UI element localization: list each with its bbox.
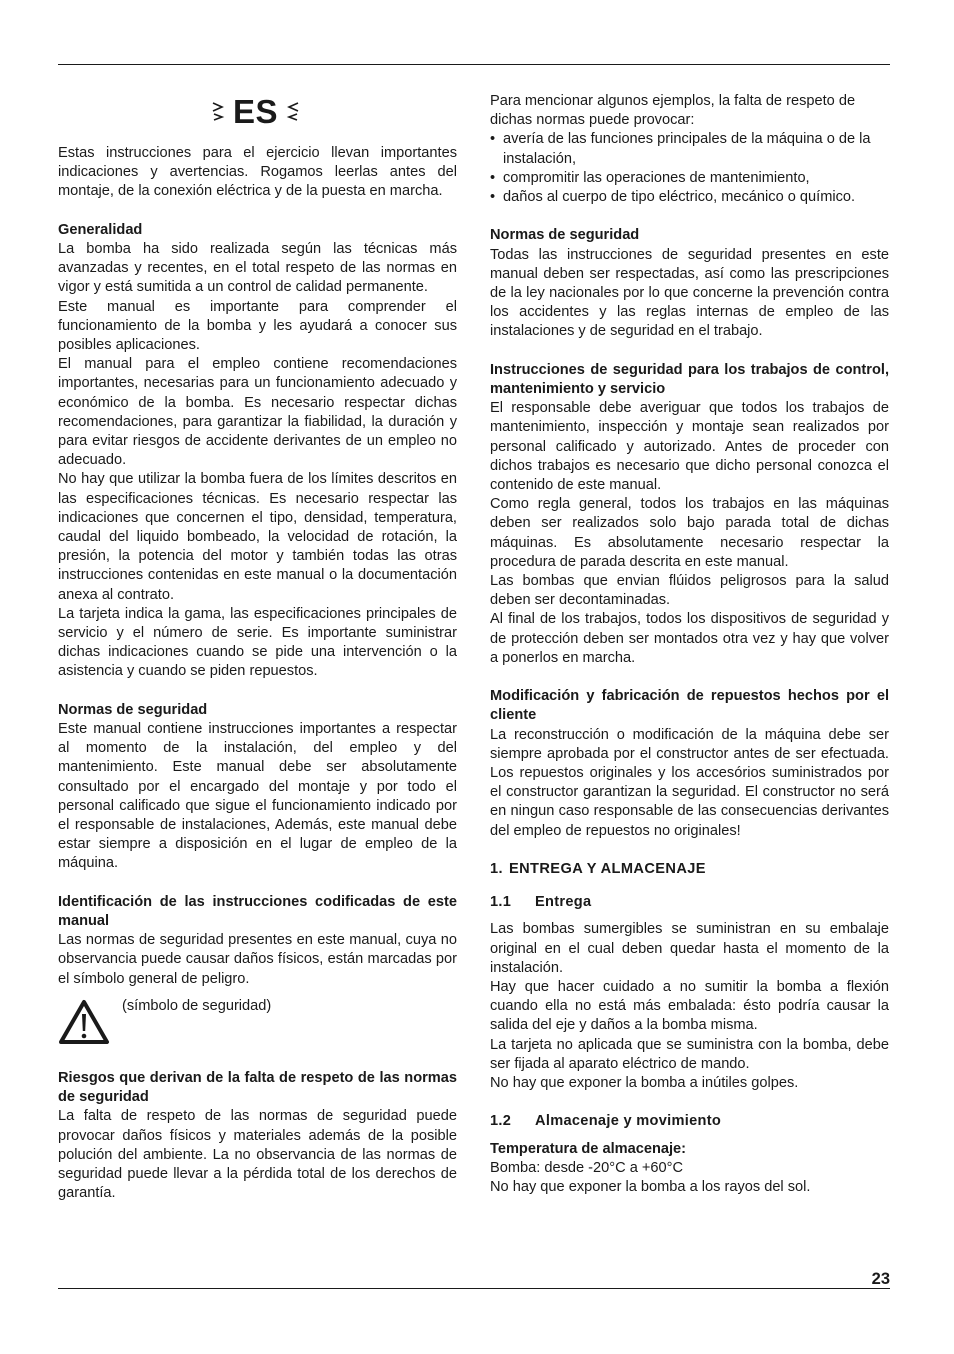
paragraph: La falta de respeto de las normas de seguridad puede provocar daños físicos y materiales además de la posible polución del ambiente. La no observancia de las normas de seguridad puede llevar a la pérdida total de los derechos de garantía. — [58, 1108, 457, 1202]
language-code: ES — [232, 93, 279, 130]
list-item: • daños al cuerpo de tipo eléctrico, mecánico o químico. — [490, 188, 889, 207]
section-heading: Generalidad — [58, 221, 143, 238]
paragraph: Las bombas sumergibles se suministran en su embalaje original en el cual deben quedar hasta el momento de la instalación. — [490, 921, 889, 976]
paragraph: La bomba ha sido realizada según las técnicas más avanzadas y recentes, en el total respeto de las normas en vigor y está sumitida a un control de calidad permanente. — [58, 241, 457, 296]
left-column — [58, 92, 457, 1203]
chapter-number: 1. — [490, 861, 503, 878]
list-item: • compromitir las operaciones de mantenimiento, — [490, 169, 889, 188]
section-modificacion — [490, 687, 889, 841]
paragraph: No hay que exponer la bomba a inútiles golpes. — [490, 1075, 799, 1092]
section-heading: Instrucciones de seguridad para los trabajos de control, mantenimiento y servicio — [490, 361, 889, 398]
section-ejemplos — [490, 92, 889, 207]
section-entrega — [490, 920, 889, 1093]
intro-paragraph: Estas instrucciones para el ejercicio llevan importantes indicaciones y avertencias. Rogamos leerlas antes del montaje, de la conexión eléctrica y de la puesta en marcha. — [58, 145, 457, 200]
section-normas-seguridad — [58, 701, 457, 874]
warning-triangle-icon — [58, 999, 110, 1045]
section-almacenaje — [490, 1140, 889, 1198]
paragraph: No hay que utilizar la bomba fuera de los límites descritos en las especificaciones técnicas. Es necesario respectar las indicaciones que concernen el tipo, densidad, temperatura, caudal del liquido bombeado, la velocidad de rotación, la presión, la potencia del motor y también todas las otras instrucciones contenidas en este manual o la documentación anexa al contrato. — [58, 471, 457, 603]
section-identificacion — [58, 893, 457, 1045]
section-generalidad — [58, 221, 457, 682]
paragraph: Todas las instrucciones de seguridad presentes en este manual deben ser respectadas, así como las prescripciones de la ley nacionales por lo que concerne la prevención contra los accidentes y las reglas internas de empleo de las instalaciones y de seguridad en el trabajo. — [490, 246, 889, 340]
paragraph: Las bombas que envian flúidos peligrosos para la salud deben ser decontaminadas. — [490, 573, 889, 609]
section-instrucciones — [490, 361, 889, 668]
section-riesgos — [58, 1069, 457, 1203]
paragraph: Este manual es importante para comprender el funcionamiento de la bomba y les ayudará a conocer sus posibles aplicaciones. — [58, 298, 457, 354]
safety-symbol-caption: (símbolo de seguridad) — [122, 997, 272, 1014]
subsection-number: 1.1 — [490, 894, 512, 911]
safety-symbol-row — [58, 995, 457, 1045]
right-chevron-icon — [286, 100, 300, 124]
paragraph: No hay que exponer la bomba a los rayos del sol. — [490, 1179, 811, 1196]
page-number: 23 — [871, 1270, 890, 1288]
section-normas-seguridad-2 — [490, 226, 889, 341]
section-heading: Identificación de las instrucciones codificadas de este manual — [58, 893, 457, 930]
top-rule — [58, 64, 890, 65]
bottom-rule — [58, 1288, 890, 1289]
paragraph: El responsable debe averiguar que todos los trabajos de mantenimiento, inspección y montaje sean realizados por personal calificado y autorizado. Antes de proceder con dichos trabajos es necesario que dicho personal conozca el contenido de este manual. — [490, 400, 889, 494]
paragraph: Este manual contiene instrucciones importantes a respectar al momento de la instalación, del empleo y del mantenimiento. Este manual debe ser absolutamente consultado por el encargado del montaje y por todo el personal calificado que sigue el funcionamiento indicado por el responsable de instalaciones, Además, este manual debe estar siempre a disposición en el lugar de empleo de la máquina. — [58, 721, 457, 872]
section-heading: Temperatura de almacenaje: — [490, 1140, 687, 1157]
right-column — [490, 92, 889, 1197]
subsection-number: 1.2 — [490, 1113, 512, 1130]
section-heading: Normas de seguridad — [490, 227, 640, 244]
subsection-heading — [490, 1112, 889, 1131]
paragraph: Bomba: desde -20°C a +60°C — [490, 1159, 683, 1176]
chapter-heading — [490, 860, 889, 879]
paragraph: Al final de los trabajos, todos los dispositivos de seguridad y de protección deben ser montados otra vez y hay que volver a ponerlos en marcha. — [490, 611, 889, 666]
left-chevron-icon — [211, 100, 225, 124]
section-heading: Normas de seguridad — [58, 701, 208, 718]
examples-list — [490, 130, 889, 207]
paragraph: Como regla general, todos los trabajos en las máquinas deben ser realizados solo bajo parada total de dichas máquinas. Es absolutamente necesario respectar la procedura de parada descrita en este manual. — [490, 496, 889, 570]
list-item: • avería de las funciones principales de la máquina o de la instalación, — [490, 130, 889, 168]
paragraph: La tarjeta no aplicada que se suministra con la bomba, debe ser fijada al aparato eléctrico de mando. — [490, 1036, 889, 1072]
paragraph: Hay que hacer cuidado a no sumitir la bomba a flexión cuando ella no está más embalada: ésto podría causar la salida del eje y daños a la bomba misma. — [490, 979, 889, 1034]
chapter-title: ENTREGA Y ALMACENAJE — [508, 861, 706, 878]
paragraph: Las normas de seguridad presentes en este manual, cuya no observancia puede causar daños físicos, están marcadas por el símbolo general de peligro. — [58, 932, 457, 987]
subsection-heading — [490, 893, 889, 912]
subsection-title: Entrega — [535, 894, 592, 911]
paragraph: Para mencionar algunos ejemplos, la falta de respeto de dichas normas puede provocar: — [490, 93, 856, 129]
paragraph: El manual para el empleo contiene recomendaciones importantes, necesarias para un funcionamiento adecuado y económico de la bomba. Es necesario respectar dichas recomendaciones, para garantizar la fiabilidad, la duración y para evitar riesgos de accidente derivantes de un empleo no adecuado. — [58, 356, 457, 469]
section-heading: Modificación y fabricación de repuestos hechos por el cliente — [490, 688, 889, 724]
language-badge — [58, 92, 457, 132]
section-heading: Riesgos que derivan de la falta de respeto de las normas de seguridad — [58, 1069, 457, 1106]
paragraph: La tarjeta indica la gama, las especificaciones principales de servicio y el número de serie. Es importante suministrar dichas indicaciones cuando se pide una intervención o la asistencia y cuando se piden repuestos. — [58, 605, 457, 680]
paragraph: La reconstrucción o modificación de la máquina debe ser siempre aprobada por el constructor antes de ser efectuada. Los repuestos originales y los accesórios suministrados por el constructor garantizan la seguridad. El constructor no será en ningun caso responsable de las consecuencias derivantes del empleo de repuestos no originales! — [490, 726, 889, 839]
subsection-title: Almacenaje y movimiento — [535, 1113, 722, 1130]
